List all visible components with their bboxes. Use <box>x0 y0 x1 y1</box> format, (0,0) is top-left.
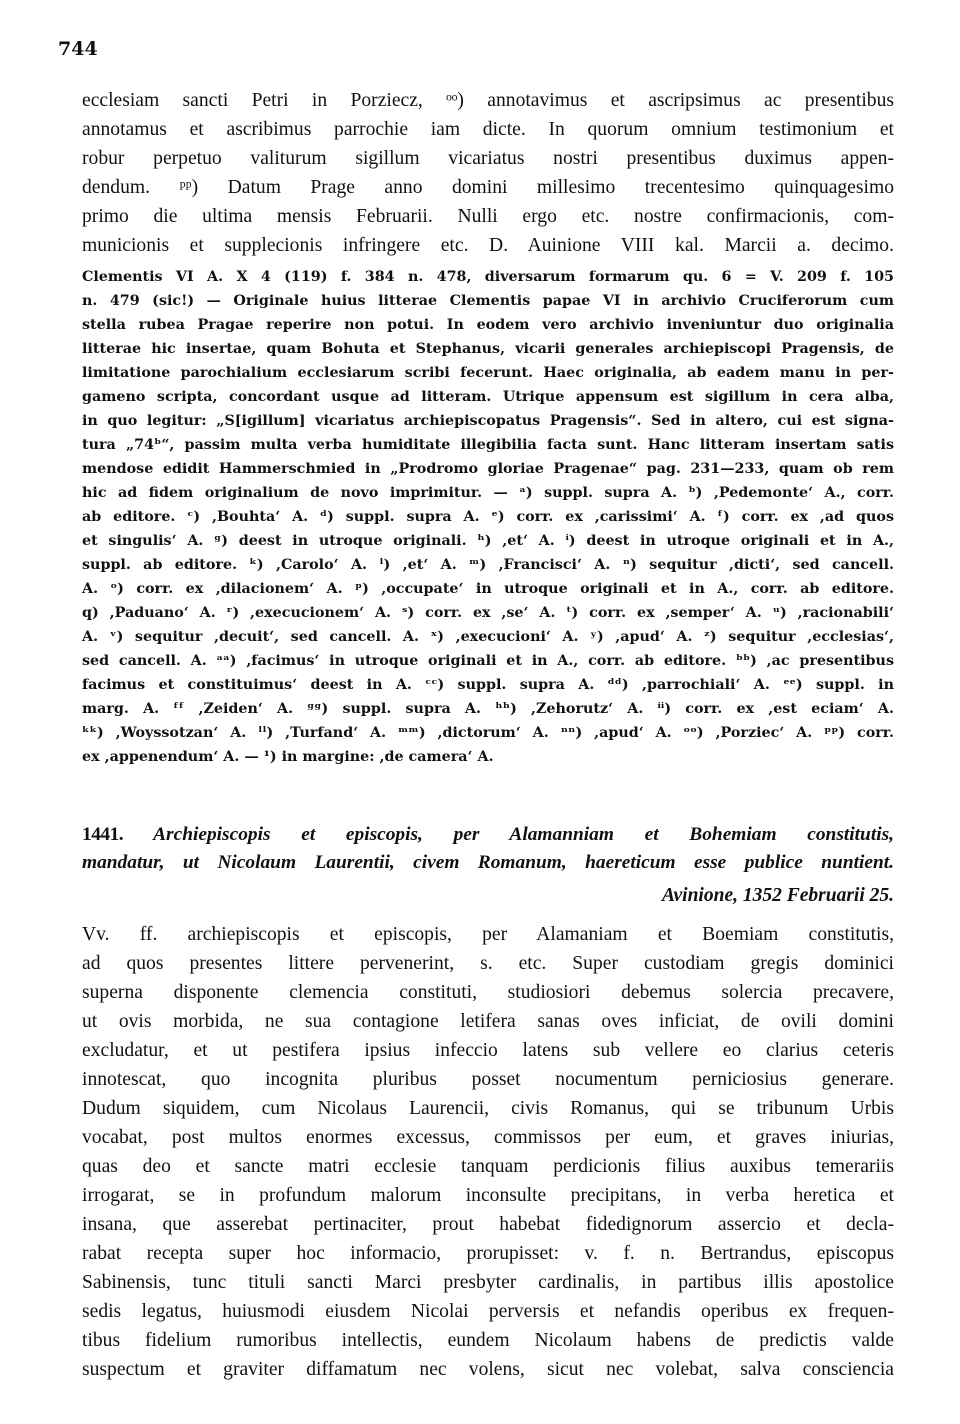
document-heading <box>82 824 894 846</box>
body-line: primo die ultima mensis Februarii. Nulli ergo etc. nostre confirmacionis, com- <box>82 206 894 227</box>
body-line: excludatur, et ut pestifera ipsius infeccio latens sub vellere eo clarius ceteris <box>82 1040 894 1061</box>
note-line: gameno scripta, concordant usque ad litteram. Utrique appensum est sigillum in cera alba, <box>82 389 894 405</box>
note-line: facimus et constituimus‘ deest in A. ᶜᶜ) suppl. supra A. ᵈᵈ) ,parrochiali‘ A. ᵉᵉ) suppl. in <box>82 677 894 693</box>
body-line: dendum. ᵖᵖ) Datum Prage anno domini millesimo trecentesimo quinquagesimo <box>82 177 894 198</box>
note-line: stella rubea Pragae reperire non potui. In eodem vero archivio inveniuntur duo originalia <box>82 317 894 333</box>
body-line: municionis et supplecionis infringere etc. D. Auinione VIII kal. Marcii a. decimo. <box>82 235 894 256</box>
page-number: 744 <box>58 38 98 60</box>
note-line: q) ,Paduano‘ A. ʳ) ,execucionem‘ A. ˢ) corr. ex ,se‘ A. ᵗ) corr. ex ,semper‘ A. ᵘ) ,racionabili‘ <box>82 605 894 621</box>
note-line: in quo legitur: „S[igillum] vicariatus archiepiscopatus Pragensis“. Sed in altero, cui est signa- <box>82 413 894 429</box>
body-line: robur perpetuo valiturum sigillum vicariatus nostri presentibus duximus appen- <box>82 148 894 169</box>
place-date: Avinione, 1352 Februarii 25. <box>661 885 894 906</box>
body-line: tibus fidelium rumoribus intellectis, eundem Nicolaum habens de predictis valde <box>82 1330 894 1351</box>
body-line: Sabinensis, tunc tituli sancti Marci presbyter cardinalis, in partibus illis apostolice <box>82 1272 894 1293</box>
heading-text: Archiepiscopis et episcopis, per Alamanniam et Bohemiam constitutis, <box>153 824 894 845</box>
document-heading-line2: mandatur, ut Nicolaum Laurentii, civem Romanum, haereticum esse publice nuntient. <box>82 852 894 873</box>
body-line: vocabat, post multos enormes excessus, commissos per eum, et graves iniurias, <box>82 1127 894 1148</box>
body-line: Dudum siquidem, cum Nicolaus Laurencii, civis Romanus, qui se tribunum Urbis <box>82 1098 894 1119</box>
body-line: ad quos presentes littere pervenerint, s. etc. Super custodiam gregis dominici <box>82 953 894 974</box>
body-line: suspectum et graviter diffamatum nec volens, sicut nec volebat, salva consciencia <box>82 1359 894 1380</box>
note-line: ᵏᵏ) ,Woyssotzan‘ A. ˡˡ) ,Turfand‘ A. ᵐᵐ) ,dictorum‘ A. ⁿⁿ) ,apud‘ A. ᵒᵒ) ,Porziec‘ A. ᵖᵖ) corr. <box>82 725 894 741</box>
note-line: tura „74ᵇ“, passim multa verba humiditate illegibilia facta sunt. Hanc litteram insertam satis <box>82 437 894 453</box>
note-line: suppl. ab editore. ᵏ) ,Carolo‘ A. ˡ) ,et‘ A. ᵐ) ,Francisci‘ A. ⁿ) sequitur ,dicti‘, sed cancell. <box>82 557 894 573</box>
note-line: Clementis VI A. X 4 (119) f. 384 n. 478, diversarum formarum qu. 6 = V. 209 f. 105 <box>82 269 894 285</box>
body-line: Vv. ff. archiepiscopis et episcopis, per Alamaniam et Boemiam constitutis, <box>82 924 894 945</box>
note-line: et singulis‘ A. ᵍ) deest in utroque originali. ʰ) ,et‘ A. ⁱ) deest in utroque originali et in A., <box>82 533 894 549</box>
note-line: limitatione parochialium ecclesiarum scribi fecerunt. Haec originalia, ab eadem manu in per- <box>82 365 894 381</box>
note-line: A. ᵒ) corr. ex ,dilacionem‘ A. ᵖ) ,occupate‘ in utroque originali et in A., corr. ab editore. <box>82 581 894 597</box>
body-line: superna disponente clemencia constituti, studiosiori debemus solercia precavere, <box>82 982 894 1003</box>
note-line: marg. A. ᶠᶠ ,Zeiden‘ A. ᵍᵍ) suppl. supra A. ʰʰ) ,Zehorutz‘ A. ⁱⁱ) corr. ex ,est eciam‘ A. <box>82 701 894 717</box>
note-line: sed cancell. A. ᵃᵃ) ,facimus‘ in utroque originali et in A., corr. ab editore. ᵇᵇ) ,ac presentibus <box>82 653 894 669</box>
body-line: insana, que asserebat pertinaciter, prout habebat fidedignorum assercio et decla- <box>82 1214 894 1235</box>
body-line: ut ovis morbida, ne sua contagione letifera sanas oves inficiat, de ovili domini <box>82 1011 894 1032</box>
note-line: ab editore. ᶜ) ,Bouhta‘ A. ᵈ) suppl. supra A. ᵉ) corr. ex ,carissimi‘ A. ᶠ) corr. ex ,ad quos <box>82 509 894 525</box>
note-line: n. 479 (sic!) — Originale huius litterae Clementis papae VI in archivio Cruciferorum cum <box>82 293 894 309</box>
body-line: ecclesiam sancti Petri in Porziecz, ᵒᵒ) annotavimus et ascripsimus ac presentibus <box>82 90 894 111</box>
body-line: rabat recepta super hoc informacio, prorupisset: v. f. n. Bertrandus, episcopus <box>82 1243 894 1264</box>
body-line: annotamus et ascribimus parrochie iam dicte. In quorum omnium testimonium et <box>82 119 894 140</box>
note-line: litterae hic insertae, quam Bohuta et Stephanus, vicarii generales archiepiscopi Pragensis, de <box>82 341 894 357</box>
body-line: sedis legatus, huiusmodi eiusdem Nicolai perversis et nefandis operibus ex frequen- <box>82 1301 894 1322</box>
note-line: A. ᵛ) sequitur ,decuit‘, sed cancell. A. ˣ) ,execucioni‘ A. ʸ) ,apud‘ A. ᶻ) sequitur ,ecclesias‘, <box>82 629 894 645</box>
body-line: irrogarat, se in profundum malorum inconsulte precipitans, in verba heretica et <box>82 1185 894 1206</box>
body-line: quas deo et sancte matri ecclesie tanquam perdicionis filius auxibus temerariis <box>82 1156 894 1177</box>
document-number: 1441. <box>82 824 124 845</box>
note-line: mendose edidit Hammerschmied in „Prodromo gloriae Pragenae“ pag. 231—233, quam ob rem <box>82 461 894 477</box>
note-line: ex ,appenendum‘ A. — ¹) in margine: ,de camera‘ A. <box>82 749 494 765</box>
body-line: innotescat, quo incognita pluribus posset nocumentum perniciosius generare. <box>82 1069 894 1090</box>
note-line: hic ad fidem originalium de novo imprimitur. — ᵃ) suppl. supra A. ᵇ) ,Pedemonte‘ A., corr. <box>82 485 894 501</box>
